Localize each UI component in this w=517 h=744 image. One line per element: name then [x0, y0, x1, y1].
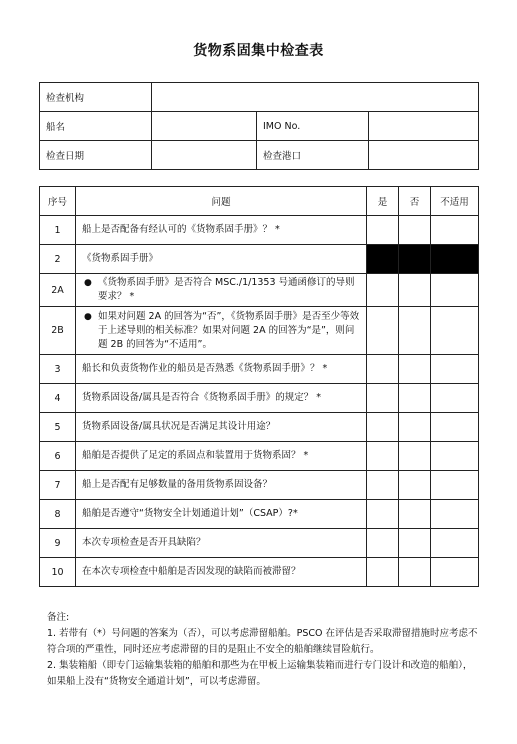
answer-na-cell[interactable]	[431, 471, 479, 500]
answer-yes-cell[interactable]	[367, 471, 399, 500]
info-row-ship	[40, 112, 479, 141]
row-question: 《货物系固手册》	[76, 245, 367, 274]
row-question-cell	[76, 274, 367, 307]
table-row	[40, 307, 479, 355]
answer-no-cell[interactable]	[399, 274, 431, 307]
row-number: 7	[40, 471, 76, 500]
answer-na-cell[interactable]	[431, 500, 479, 529]
answer-no-cell[interactable]	[399, 355, 431, 384]
row-question: 本次专项检查是否开具缺陷？	[76, 529, 367, 558]
page-title: 货物系固集中检查表	[193, 43, 324, 59]
table-row	[40, 274, 479, 307]
checklist-table	[39, 186, 479, 587]
info-row-date	[40, 141, 479, 170]
row-number: 2	[40, 245, 76, 274]
inspection-org-field[interactable]	[152, 83, 479, 112]
answer-no-cell[interactable]	[399, 307, 431, 355]
table-row	[40, 471, 479, 500]
row-question: 船舶是否提供了足定的系固点和装置用于货物系固？ *	[76, 442, 367, 471]
notes-section	[47, 610, 479, 690]
row-number: 3	[40, 355, 76, 384]
answer-no-cell[interactable]	[399, 471, 431, 500]
row-number: 2B	[40, 307, 76, 355]
header-no: 否	[399, 187, 431, 216]
blacked-out-cell	[367, 245, 399, 274]
header-question: 问题	[76, 187, 367, 216]
answer-yes-cell[interactable]	[367, 307, 399, 355]
answer-no-cell[interactable]	[399, 216, 431, 245]
inspection-date-field[interactable]	[152, 141, 257, 170]
table-row	[40, 529, 479, 558]
imo-label: IMO No.	[257, 112, 369, 141]
inspection-port-field[interactable]	[369, 141, 479, 170]
answer-yes-cell[interactable]	[367, 558, 399, 587]
row-question: 船上是否配有足够数量的备用货物系固设备？	[76, 471, 367, 500]
answer-na-cell[interactable]	[431, 558, 479, 587]
answer-yes-cell[interactable]	[367, 442, 399, 471]
table-row	[40, 442, 479, 471]
answer-yes-cell[interactable]	[367, 274, 399, 307]
answer-no-cell[interactable]	[399, 558, 431, 587]
bullet-icon: ●	[84, 278, 92, 288]
table-row	[40, 500, 479, 529]
answer-no-cell[interactable]	[399, 384, 431, 413]
row-number: 9	[40, 529, 76, 558]
ship-name-field[interactable]	[152, 112, 257, 141]
answer-no-cell[interactable]	[399, 442, 431, 471]
row-question: 在本次专项检查中船舶是否因发现的缺陷而被滞留？	[76, 558, 367, 587]
table-row	[40, 355, 479, 384]
row-number: 1	[40, 216, 76, 245]
row-question: 船长和负责货物作业的船员是否熟悉《货物系固手册》？ *	[76, 355, 367, 384]
imo-field[interactable]	[369, 112, 479, 141]
answer-na-cell[interactable]	[431, 307, 479, 355]
header-yes: 是	[367, 187, 399, 216]
inspection-port-label: 检查港口	[257, 141, 369, 170]
answer-na-cell[interactable]	[431, 413, 479, 442]
answer-no-cell[interactable]	[399, 500, 431, 529]
answer-na-cell[interactable]	[431, 274, 479, 307]
table-row	[40, 245, 479, 274]
blacked-out-cell	[431, 245, 479, 274]
row-question: 船舶是否遵守“货物安全计划通道计划”（CSAP）?*	[76, 500, 367, 529]
notes-heading: 备注:	[47, 612, 70, 623]
blacked-out-cell	[399, 245, 431, 274]
row-number: 10	[40, 558, 76, 587]
answer-na-cell[interactable]	[431, 384, 479, 413]
table-row	[40, 216, 479, 245]
table-row	[40, 413, 479, 442]
answer-na-cell[interactable]	[431, 355, 479, 384]
row-number: 8	[40, 500, 76, 529]
note-1: 1. 若带有（*）号问题的答案为（否），可以考虑滞留船舶。PSCO 在评估是否采取滞留措施时应考虑不符合项的严重性，同时还应考虑滞留的目的是阻止不安全的船舶继续冒险航行。	[47, 628, 478, 655]
answer-na-cell[interactable]	[431, 216, 479, 245]
bullet-icon: ●	[84, 311, 92, 322]
answer-na-cell[interactable]	[431, 529, 479, 558]
answer-yes-cell[interactable]	[367, 413, 399, 442]
inspection-org-label: 检查机构	[40, 83, 152, 112]
answer-no-cell[interactable]	[399, 413, 431, 442]
answer-yes-cell[interactable]	[367, 355, 399, 384]
row-number: 2A	[40, 274, 76, 307]
ship-name-label: 船名	[40, 112, 152, 141]
answer-yes-cell[interactable]	[367, 216, 399, 245]
answer-yes-cell[interactable]	[367, 529, 399, 558]
inspection-date-label: 检查日期	[40, 141, 152, 170]
note-2: 2. 集装箱船（即专门运输集装箱的船舶和那些为在甲板上运输集装箱而进行专门设计和改造的船舶），如果船上没有“货物安全通道计划”，可以考虑滞留。	[47, 660, 473, 687]
row-number: 5	[40, 413, 76, 442]
info-row-org	[40, 83, 479, 112]
answer-na-cell[interactable]	[431, 442, 479, 471]
row-number: 6	[40, 442, 76, 471]
table-row	[40, 558, 479, 587]
ship-info-table	[39, 82, 479, 170]
answer-no-cell[interactable]	[399, 529, 431, 558]
answer-yes-cell[interactable]	[367, 500, 399, 529]
row-question: 《货物系固手册》是否符合 MSC./1/1353 号通函修订的导则要求？ *	[98, 277, 355, 302]
checklist-header-row	[40, 187, 479, 216]
row-question-cell	[76, 307, 367, 355]
header-na: 不适用	[431, 187, 479, 216]
row-question: 船上是否配备有经认可的《货物系固手册》？ *	[76, 216, 367, 245]
row-question: 货物系固设备/属具状况是否满足其设计用途？	[76, 413, 367, 442]
answer-yes-cell[interactable]	[367, 384, 399, 413]
table-row	[40, 384, 479, 413]
header-num: 序号	[40, 187, 76, 216]
row-number: 4	[40, 384, 76, 413]
row-question: 货物系固设备/属具是否符合《货物系固手册》的规定？ *	[76, 384, 367, 413]
row-question: 如果对问题 2A 的回答为“否”，《货物系固手册》是否至少等效于上述导则的相关标准？如果对问题 2A 的回答为“是”，则问题 2B 的回答为“不适用”。	[98, 310, 360, 350]
